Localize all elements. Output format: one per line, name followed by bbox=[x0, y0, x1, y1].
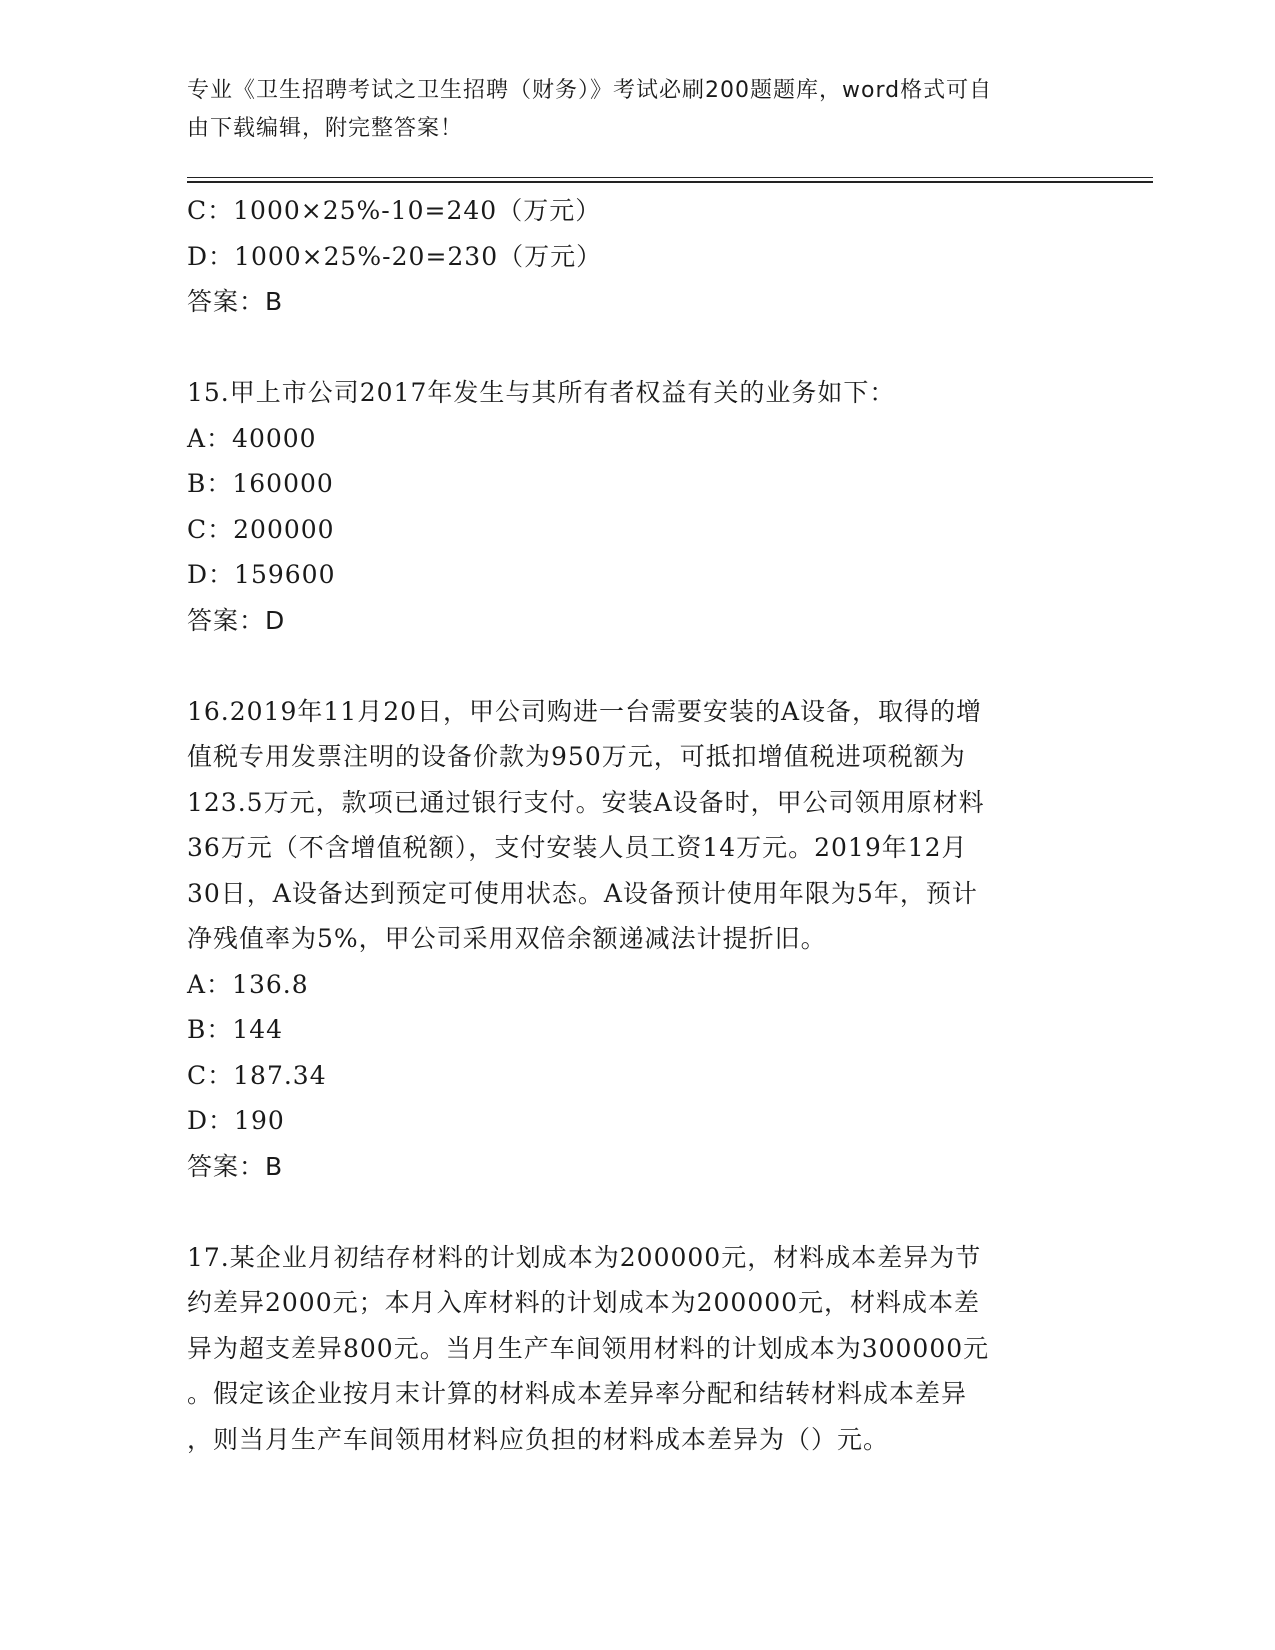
question-stem-line: 16.2019年11月20日，甲公司购进一台需要安装的A设备，取得的增 bbox=[187, 696, 983, 726]
document-header bbox=[187, 72, 1087, 148]
question-stem-line: 36万元（不含增值税额），支付安装人员工资14万元。2019年12月 bbox=[187, 833, 968, 862]
option-d: D：1000×25%-20=230（万元） bbox=[187, 241, 603, 271]
question-14-tail bbox=[187, 188, 1087, 325]
question-stem-line: 净残值率为5%，甲公司采用双倍余额递减法计提折旧。 bbox=[187, 924, 827, 953]
option-c: C：200000 bbox=[187, 514, 335, 544]
answer-line: 答案：B bbox=[187, 287, 284, 316]
question-stem-line: 异为超支差异800元。当月生产车间领用材料的计划成本为300000元 bbox=[187, 1333, 990, 1363]
option-d: D：190 bbox=[187, 1106, 285, 1135]
header-line-2: 由下载编辑，附完整答案！ bbox=[187, 116, 464, 141]
question-16 bbox=[187, 689, 1087, 1190]
question-stem-line: 值税专用发票注明的设备价款为950万元，可抵扣增值税进项税额为 bbox=[187, 742, 966, 771]
header-divider-thin bbox=[187, 177, 1153, 178]
option-a: A：136.8 bbox=[187, 969, 309, 999]
question-stem-line: 30日，A设备达到预定可使用状态。A设备预计使用年限为5年，预计 bbox=[187, 878, 978, 908]
spacer bbox=[187, 1189, 1087, 1235]
option-b: B：144 bbox=[187, 1015, 284, 1044]
document-body bbox=[187, 188, 1087, 1462]
spacer bbox=[187, 643, 1087, 689]
option-b: B：160000 bbox=[187, 469, 334, 498]
header-line-1: 专业《卫生招聘考试之卫生招聘（财务）》考试必刷200题题库，word格式可自 bbox=[187, 78, 993, 103]
question-stem: 15.甲上市公司2017年发生与其所有者权益有关的业务如下： bbox=[187, 378, 896, 407]
question-stem-line: ，则当月生产车间领用材料应负担的材料成本差异为（）元。 bbox=[187, 1424, 890, 1454]
question-17 bbox=[187, 1235, 1087, 1463]
spacer bbox=[187, 325, 1087, 371]
question-stem-line: 123.5万元，款项已通过银行支付。安装A设备时，甲公司领用原材料 bbox=[187, 787, 985, 817]
option-c: C：1000×25%-10=240（万元） bbox=[187, 196, 602, 225]
option-d: D：159600 bbox=[187, 560, 336, 589]
answer-line: 答案：D bbox=[187, 605, 286, 635]
question-stem-line: 。假定该企业按月末计算的材料成本差异率分配和结转材料成本差异 bbox=[187, 1379, 968, 1408]
option-c: C：187.34 bbox=[187, 1060, 327, 1090]
answer-line: 答案：B bbox=[187, 1151, 284, 1181]
header-divider-thick bbox=[187, 181, 1153, 183]
option-a: A：40000 bbox=[187, 423, 317, 453]
question-stem-line: 约差异2000元；本月入库材料的计划成本为200000元，材料成本差 bbox=[187, 1288, 981, 1317]
question-stem-line: 17.某企业月初结存材料的计划成本为200000元，材料成本差异为节 bbox=[187, 1242, 982, 1272]
question-15 bbox=[187, 370, 1087, 643]
